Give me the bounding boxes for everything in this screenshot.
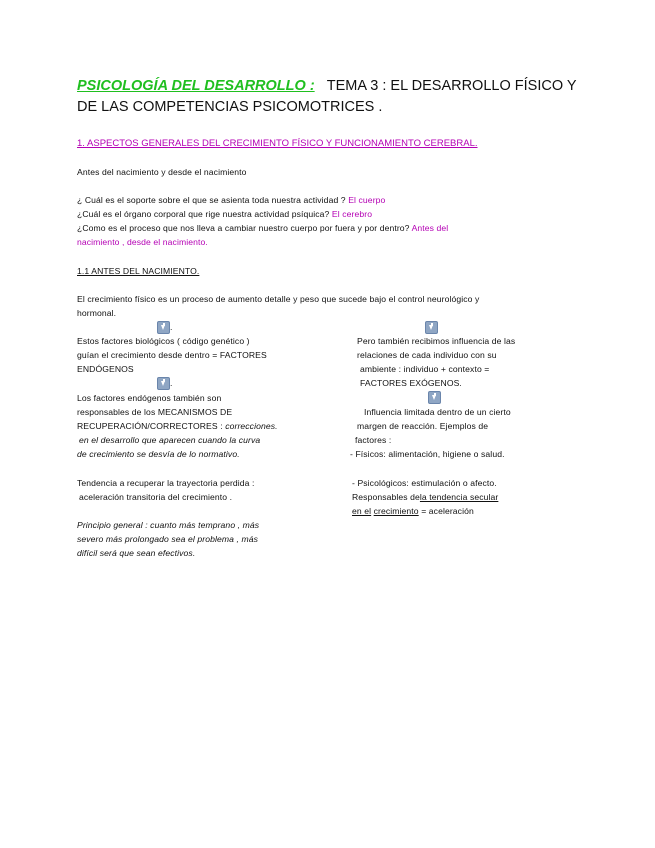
question-1-text: ¿ Cuál es el soporte sobre el que se asienta toda nuestra actividad ? [77,195,346,205]
arrow-down-icon [157,321,170,334]
left-c4: en el desarrollo que aparecen cuando la curva [79,435,261,445]
right-c1: Influencia limitada dentro de un cierto [364,407,511,417]
right-c3: factores : [355,435,392,445]
left-arrow-2: . [157,376,173,390]
section-heading-1: 1. ASPECTOS GENERALES DEL CRECIMIENTO FÍSICO Y FUNCIONAMIENTO CEREBRAL. [77,138,478,149]
right-b2: relaciones de cada individuo con su [357,350,497,360]
left-arrow-1: . [157,320,173,334]
growth-line-2: hormonal. [77,308,117,318]
right-d2: Responsables dela tendencia secular [352,492,499,502]
document-title [77,76,577,96]
answer-3b: nacimiento , desde el nacimiento. [77,237,208,247]
answer-1: El cuerpo [348,195,386,205]
right-d1: - Psicológicos: estimulación o afecto. [352,478,497,488]
left-d2: aceleración transitoria del crecimiento . [79,492,233,502]
right-c2: margen de reacción. Ejemplos de [357,421,489,431]
right-b4: FACTORES EXÓGENOS. [360,378,462,388]
arrow-down-icon [157,377,170,390]
left-e3: difícil será que sean efectivos. [77,548,196,558]
left-c5: de crecimiento se desvía de lo normativo. [77,449,240,459]
left-e1: Principio general : cuanto más temprano , más [77,520,260,530]
title-topic: TEMA 3 : EL DESARROLLO FÍSICO Y [326,78,577,94]
question-2-text: ¿Cuál es el órgano corporal que rige nuestra actividad psíquica? [77,209,330,219]
left-b1: Estos factores biológicos ( código genético ) [77,336,250,346]
right-b1: Pero también recibimos influencia de las [357,336,516,346]
intro-text: Antes del nacimiento y desde el nacimiento [77,167,247,177]
left-e2: severo más prolongado sea el problema , más [77,534,259,544]
question-3-text: ¿Como es el proceso que nos lleva a cambiar nuestro cuerpo por fuera y por dentro? [77,223,410,233]
left-c3: RECUPERACIÓN/CORRECTORES : correcciones. [77,421,278,431]
arrow-down-icon [428,391,441,404]
answer-3a: Antes del [411,223,449,233]
right-arrow-1 [425,320,438,334]
section-heading-1-1: 1.1 ANTES DEL NACIMIENTO. [77,266,200,276]
right-c4: - Físicos: alimentación, higiene o salud. [350,449,505,459]
question-3 [77,221,448,235]
right-arrow-2 [428,390,441,404]
right-d3: en el crecimiento = aceleración [352,506,474,516]
left-b3: ENDÓGENOS [77,364,134,374]
growth-line-1: El crecimiento físico es un proceso de aumento detalle y peso que sucede bajo el control neurológico y [77,294,480,304]
question-2 [77,207,372,221]
question-1 [77,193,385,207]
left-d1: Tendencia a recuperar la trayectoria perdida : [77,478,255,488]
right-b3: ambiente : individuo + contexto = [360,364,490,374]
left-c1: Los factores endógenos también son [77,393,222,403]
document-title-line2: DE LAS COMPETENCIAS PSICOMOTRICES . [77,99,383,115]
left-c2: responsables de los MECANISMOS DE [77,407,233,417]
arrow-down-icon [425,321,438,334]
title-subject: PSICOLOGÍA DEL DESARROLLO : [77,78,315,94]
left-b2: guían el crecimiento desde dentro = FACTORES [77,350,267,360]
answer-2: El cerebro [331,209,373,219]
